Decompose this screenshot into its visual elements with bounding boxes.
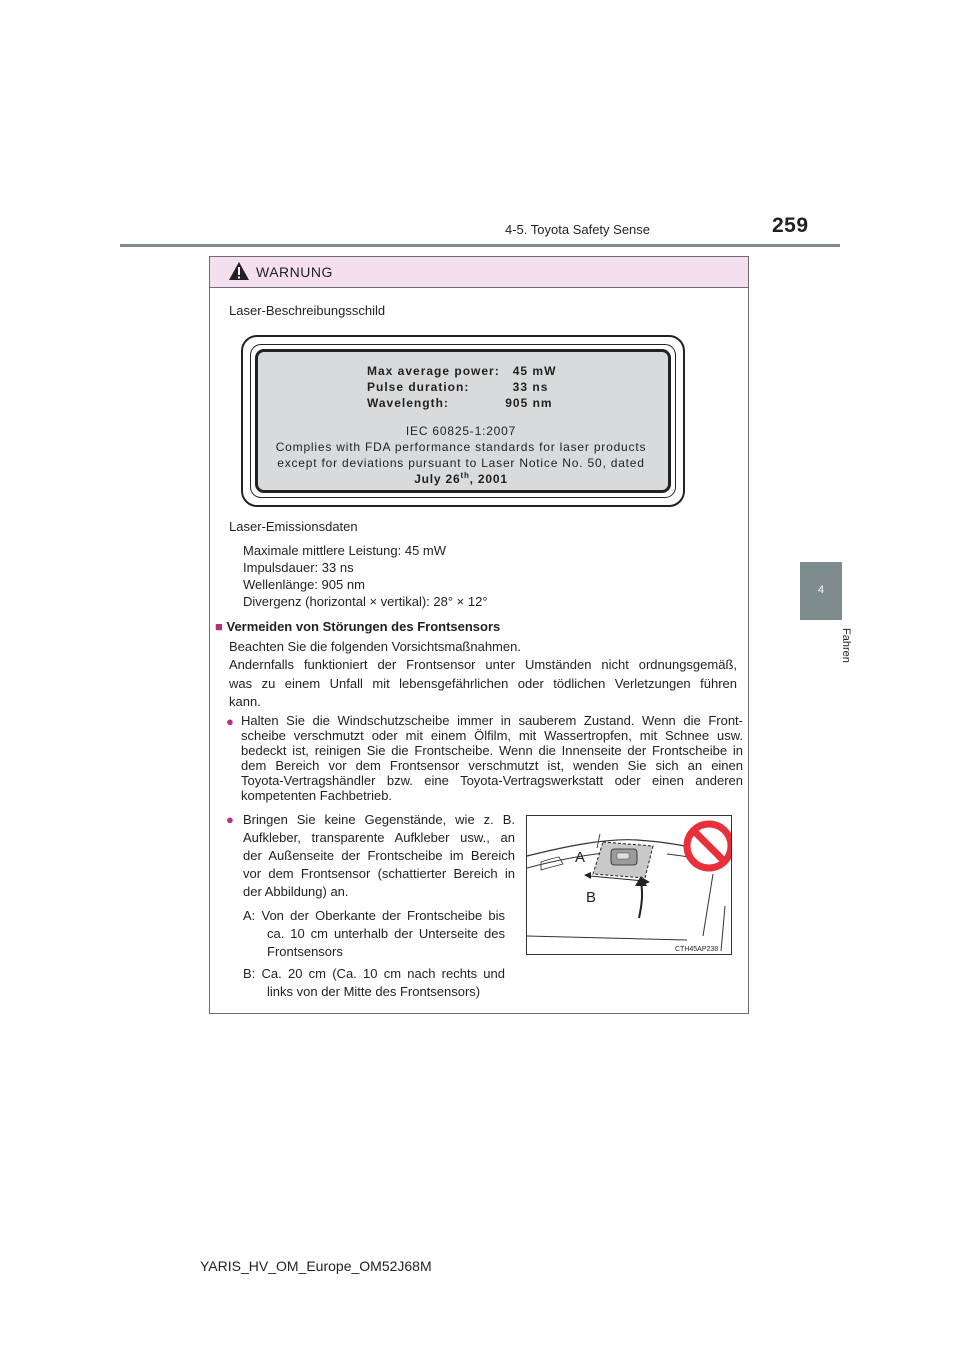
windshield-illustration — [527, 816, 732, 955]
intro-line-3: was zu einem Unfall mit lebensgefährlichen oder tödlichen Verletzungen führen — [229, 676, 737, 691]
bullet1-line-4: dem Bereich vor dem Frontsensor verschmutzt ist, wenden Sie sich an einen — [241, 758, 743, 773]
emission-pulse: Impulsdauer: 33 ns — [243, 560, 354, 575]
label-wavelength: Wavelength: 905 nm — [367, 396, 553, 410]
warning-triangle-icon — [228, 261, 250, 281]
bullet2-line-3: der Außenseite der Frontscheibe im Bereich — [243, 848, 515, 863]
bullet1-line-5: Toyota-Vertragshändler bzw. eine Toyota-Vertragswerkstatt oder einen anderen — [241, 773, 743, 788]
emission-divergence: Divergenz (horizontal × vertikal): 28° × 12° — [243, 594, 488, 609]
bullet1-line-3: bedeckt ist, reinigen Sie die Frontscheibe. Wenn die Innenseite der Frontscheibe in — [241, 743, 743, 758]
note-a-line-1: A: Von der Oberkante der Frontscheibe bis — [243, 908, 505, 923]
note-a-line-2: ca. 10 cm unterhalb der Unterseite des — [267, 926, 505, 941]
label-date: July 26th, 2001 — [414, 471, 508, 486]
laser-label — [241, 335, 685, 507]
circle-bullet-icon-2: ● — [226, 812, 234, 827]
figure-code: CTH45AP238 — [675, 946, 719, 953]
warning-header — [210, 257, 748, 288]
intro-line-4: kann. — [229, 694, 261, 709]
figure-label-a: A — [575, 849, 586, 866]
label-power: Max average power: 45 mW — [367, 364, 557, 378]
label-compliance-1: Complies with FDA performance standards for laser products — [275, 440, 647, 454]
intro-line-2: Andernfalls funktioniert der Frontsensor unter Umständen nicht ordnungsgemäß, — [229, 657, 737, 672]
bullet1-line-1: Halten Sie die Windschutzscheibe immer in sauberem Zustand. Wenn die Front- — [241, 713, 743, 728]
emission-power: Maximale mittlere Leistung: 45 mW — [243, 543, 447, 558]
intro-line-1: Beachten Sie die folgenden Vorsichtsmaßnahmen. — [229, 639, 521, 654]
footer-document-id: YARIS_HV_OM_Europe_OM52J68M — [200, 1258, 432, 1274]
section-title: 4-5. Toyota Safety Sense — [505, 222, 651, 237]
bullet2-line-2: Aufkleber, transparente Aufkleber usw., an — [243, 830, 515, 845]
emission-wavelength: Wellenlänge: 905 nm — [243, 577, 365, 592]
warning-box — [209, 256, 749, 1014]
label-compliance-2: except for deviations pursuant to Laser Notice No. 50, dated — [277, 456, 645, 470]
note-a-line-3: Frontsensors — [267, 944, 343, 959]
header-rule — [120, 244, 840, 247]
bullet1-line-6: kompetenten Fachbetrieb. — [241, 788, 393, 803]
bullet2-line-1: Bringen Sie keine Gegenstände, wie z. B. — [243, 812, 515, 827]
bullet2-line-4: vor dem Frontsensor (schattierter Bereich in — [243, 866, 515, 881]
warning-title: WARNUNG — [256, 264, 333, 280]
chapter-tab: 4 — [800, 562, 842, 620]
bullet2-line-5: der Abbildung) an. — [243, 884, 349, 899]
windshield-figure — [526, 815, 732, 955]
section-heading: ■ Vermeiden von Störungen des Frontsensors — [215, 619, 501, 634]
emission-title: Laser-Emissionsdaten — [229, 519, 358, 534]
chapter-title: Fahren — [840, 628, 852, 663]
note-b-line-2: links von der Mitte des Frontsensors) — [267, 984, 481, 999]
page-number: 259 — [772, 214, 809, 237]
note-b-line-1: B: Ca. 20 cm (Ca. 10 cm nach rechts und — [243, 966, 505, 981]
label-pulse: Pulse duration: 33 ns — [367, 380, 549, 394]
figure-label-b: B — [586, 889, 597, 906]
square-bullet-icon: ■ — [215, 619, 223, 634]
label-standard: IEC 60825-1:2007 — [405, 424, 517, 438]
bullet1-line-2: scheibe verschmutzt oder mit einem Ölfilm, mit Wassertropfen, mit Schnee usw. — [241, 728, 743, 743]
laser-label-caption: Laser-Beschreibungsschild — [229, 303, 386, 318]
circle-bullet-icon: ● — [226, 714, 234, 729]
